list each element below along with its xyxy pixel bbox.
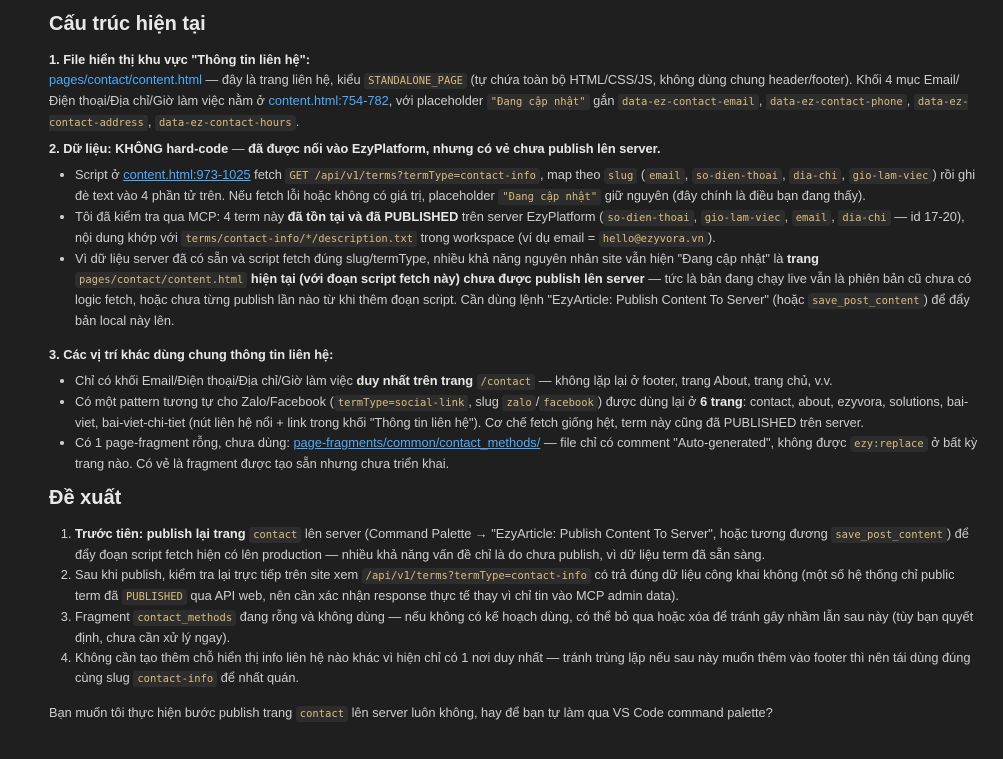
text: ) rồi ghi đè text vào 4 phần tử trên. Nếu fetch lỗi hoặc không có giá trị, placeholder <box>75 167 976 203</box>
text: , <box>906 93 914 108</box>
text: ) được dùng lại ở <box>597 394 701 409</box>
section-3 <box>49 345 981 474</box>
text: ) để đẩy đoạn script fetch hiện có lên production — nhiều khả năng vấn đề chỉ là do chưa publish, vì dữ liệu term đã sẵn sàng. <box>75 526 969 562</box>
section-2-list <box>49 165 981 331</box>
text: , <box>782 167 790 182</box>
text: (tự chứa toàn bộ HTML/CSS/JS, không dùng chung header/footer). Khối 4 mục Email/Điện thoại/Địa chỉ/Giờ làm việc nằm ở <box>49 72 960 108</box>
list-item <box>75 524 981 565</box>
text: trong workspace (ví dụ email = <box>417 230 599 245</box>
list-item <box>75 607 981 648</box>
bold-text: trang <box>786 251 819 266</box>
list-item <box>75 392 981 433</box>
section-3-title: 3. Các vị trí khác dùng chung thông tin liên hệ: <box>49 347 334 362</box>
code-gio-lam-viec: gio-lam-viec <box>701 210 785 226</box>
code-contact: contact <box>296 706 348 722</box>
text: , với placeholder <box>388 93 487 108</box>
code-so-dien-thoai: so-dien-thoai <box>692 168 782 184</box>
heading-current-structure: Cấu trúc hiện tại <box>49 13 206 35</box>
text: — tức là bản đang chạy live vẫn là phiên bản cũ chưa có logic fetch, hoặc chưa từng publish lần nào từ khi thêm đoạn script. Cần dùng lệnh "EzyArticle: Publish Content To Server" (hoặc <box>75 271 972 307</box>
text: ). <box>707 230 716 245</box>
text: , <box>784 209 792 224</box>
list-item <box>75 565 981 607</box>
text: đang rỗng và không dùng — nếu không có kế hoạch dùng, có thể bỏ qua hoặc xóa để tránh gây nhầm lẫn sau này (tùy bạn quyết định, chưa cần xử lý ngay). <box>75 609 974 645</box>
text: giữ nguyên (đây chính là điều bạn đang thấy). <box>601 188 866 203</box>
text: , <box>693 209 701 224</box>
list-item <box>75 371 981 392</box>
text: — file chỉ có comment "Auto-generated", không được <box>540 435 851 450</box>
text: Có 1 page-fragment rỗng, chưa dùng: <box>75 435 294 450</box>
code-contact-info: contact-info <box>133 671 217 687</box>
text: lên server luôn không, hay để bạn tự làm qua VS Code command palette? <box>348 705 773 720</box>
section-1 <box>49 50 981 133</box>
code-placeholder: "Đang cập nhật" <box>498 189 601 205</box>
text: Vì dữ liệu server đã có sẵn và script fetch đúng slug/termType, nhiều khả năng nguyên nhân site vẫn hiện "Đang cập nhật" là <box>75 251 787 266</box>
section-2 <box>49 139 981 331</box>
text: Script ở <box>75 167 124 182</box>
bold-text: 6 trang <box>700 394 743 409</box>
text: Không cần tạo thêm chỗ hiển thị info liên hệ nào khác vì hiện chỉ có 1 nơi duy nhất — tránh trùng lặp nếu sau này muốn thêm vào footer thì nên tái dùng đúng cùng slug <box>75 650 971 685</box>
text: : contact, about, ezyvora, solutions, bai-viet, bai-viet-chi-tiet (nút liên hệ nổi + link trong khối "Thông tin liên hệ"). Cơ chế fetch giống hệt, term này cũng đã PUBLISHED trên server. <box>75 394 969 430</box>
code-published: PUBLISHED <box>122 589 187 605</box>
text: , <box>758 93 766 108</box>
code-email: email <box>645 168 685 184</box>
text: , <box>684 167 692 182</box>
text: — <box>228 141 249 156</box>
bold-text: duy nhất trên trang <box>356 373 474 388</box>
text: Chỉ có khối Email/Điện thoại/Địa chỉ/Giờ làm việc <box>75 373 357 388</box>
text: fetch <box>250 167 286 182</box>
code-contact-phone: data-ez-contact-phone <box>766 94 907 110</box>
code-get-terms: GET /api/v1/terms?termType=contact-info <box>285 168 540 184</box>
text: lên server (Command Palette → "EzyArticle: Publish Content To Server", hoặc tương đương <box>301 526 832 541</box>
text: — đây là trang liên hệ, kiểu <box>201 72 365 87</box>
code-email: email <box>792 210 832 226</box>
text: Sau khi publish, kiểm tra lại trực tiếp trên site xem <box>75 567 362 582</box>
text: , slug <box>468 394 503 409</box>
code-placeholder: "Đang cập nhật" <box>487 94 590 110</box>
text: Có một pattern tương tự cho Zalo/Facebook ( <box>75 394 334 409</box>
text: . <box>295 114 300 129</box>
code-ezy-replace: ezy:replace <box>850 436 928 452</box>
code-content-path: pages/contact/content.html <box>75 272 247 288</box>
text: — id 17-20), nội dung khớp với <box>75 209 965 245</box>
list-item <box>75 207 981 249</box>
code-facebook: facebook <box>539 395 598 411</box>
text: , map theo <box>539 167 605 182</box>
list-item <box>75 433 981 474</box>
code-contact-route: /contact <box>477 374 536 390</box>
text: ở bất kỳ trang nào. Có vẻ là fragment được tạo sẵn nhưng chưa triển khai. <box>75 435 978 471</box>
section-3-list <box>49 371 981 474</box>
code-slug: slug <box>604 168 637 184</box>
proposal-list <box>49 524 981 689</box>
code-api-terms: /api/v1/terms?termType=contact-info <box>362 568 591 584</box>
code-contact-methods: contact_methods <box>133 610 236 626</box>
closing-question <box>49 703 981 724</box>
bold-text: hiện tại (với đoạn script fetch này) chưa được publish lên server <box>247 271 645 286</box>
code-standalone-page: STANDALONE_PAGE <box>364 73 467 89</box>
text: , <box>841 167 849 182</box>
text: , <box>147 114 155 129</box>
bold-text: Trước tiên: publish lại trang <box>75 526 246 541</box>
code-email-value: hello@ezyvora.vn <box>599 231 708 247</box>
code-description-path: terms/contact-info/*/description.txt <box>181 231 417 247</box>
section-1-title: 1. File hiển thị khu vực "Thông tin liên hệ": <box>49 52 310 67</box>
section-2-title-a: 2. Dữ liệu: KHÔNG hard-code <box>49 141 229 156</box>
code-contact-email: data-ez-contact-email <box>618 94 759 110</box>
file-link-content-html[interactable]: pages/contact/content.html <box>49 72 202 87</box>
section-2-title-b: đã được nối vào EzyPlatform, nhưng có vẻ chưa publish lên server. <box>248 141 661 156</box>
code-so-dien-thoai: so-dien-thoai <box>603 210 693 226</box>
code-social-link: termType=social-link <box>334 395 468 411</box>
heading-proposal: Đề xuất <box>49 487 122 509</box>
code-dia-chi: dia-chi <box>789 168 841 184</box>
file-link-lines-754[interactable]: content.html:754-782 <box>268 93 389 108</box>
text: có trả đúng dữ liệu công khai không (một số hệ thống chỉ public term đã <box>75 567 955 603</box>
list-item <box>75 648 981 689</box>
text: gắn <box>589 93 619 108</box>
folder-link-contact-methods[interactable]: page-fragments/common/contact_methods/ <box>293 435 541 450</box>
text: Fragment <box>75 609 134 624</box>
code-dia-chi: dia-chi <box>838 210 890 226</box>
code-contact-address: data-ez-contact-address <box>49 96 969 129</box>
text: trên server EzyPlatform ( <box>458 209 604 224</box>
text: , <box>831 209 839 224</box>
bold-text: đã tồn tại và đã PUBLISHED <box>287 209 459 224</box>
text: Bạn muốn tôi thực hiện bước publish trang <box>49 705 296 720</box>
file-link-lines-973[interactable]: content.html:973-1025 <box>123 167 251 182</box>
text: ) để đẩy bản local này lên. <box>75 292 970 328</box>
text: — không lặp lại ở footer, trang About, trang chủ, v.v. <box>535 373 833 388</box>
code-contact-hours: data-ez-contact-hours <box>155 115 296 131</box>
text: để nhất quán. <box>217 670 300 685</box>
code-save-post-content: save_post_content <box>808 293 923 309</box>
code-contact: contact <box>249 527 301 543</box>
text: Tôi đã kiểm tra qua MCP: 4 term này <box>75 209 288 224</box>
code-save-post-content: save_post_content <box>831 527 946 543</box>
text: ( <box>637 167 646 182</box>
text: / <box>535 394 540 409</box>
list-item <box>75 165 981 207</box>
text: qua API web, nên cần xác nhận response thực tế thay vì chỉ tin vào MCP admin data). <box>186 588 679 603</box>
list-item <box>75 249 981 331</box>
code-zalo: zalo <box>502 395 535 411</box>
code-gio-lam-viec: gio-lam-viec <box>849 168 933 184</box>
